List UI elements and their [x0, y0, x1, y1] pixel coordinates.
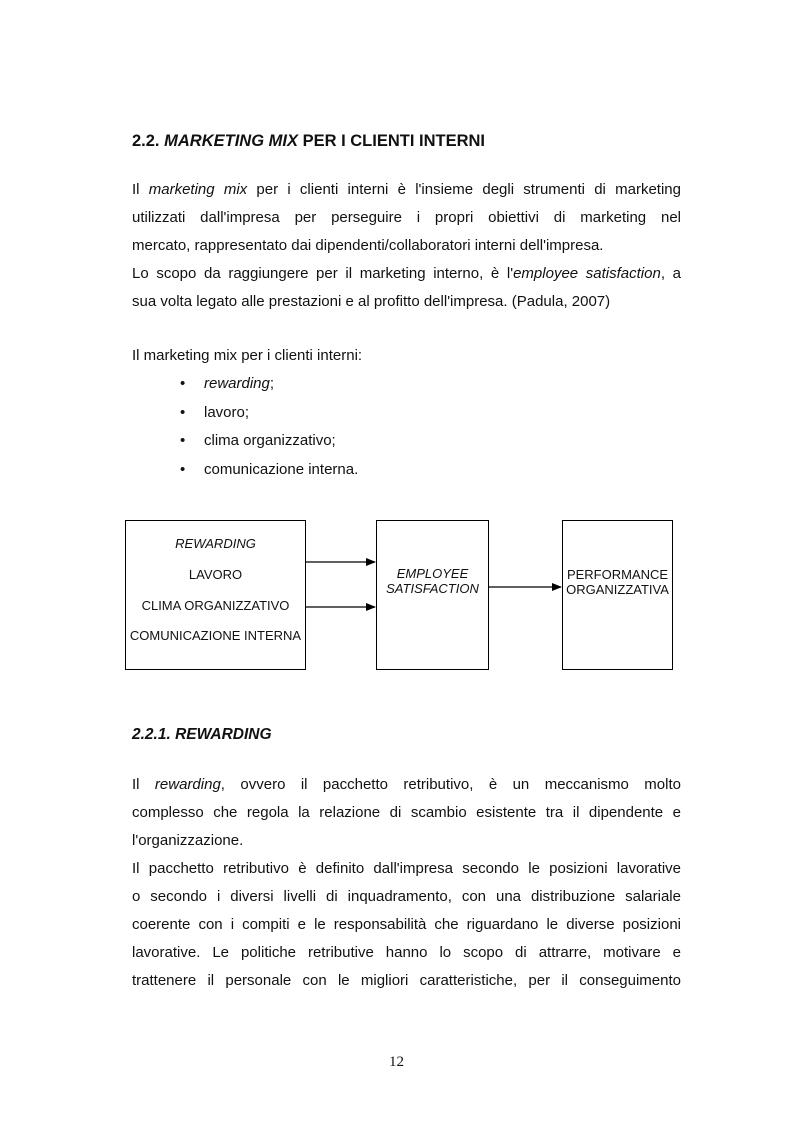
diagram-label-employee: EMPLOYEE: [396, 566, 469, 581]
bullet-icon: •: [180, 403, 186, 421]
rewarding-line-7: lavorative. Le politiche retributive hanno lo scopo di attrarre, motivare e: [132, 944, 681, 961]
rewarding-line-8: trattenere il personale con le migliori caratteristiche, per il conseguimento: [132, 972, 681, 989]
bullet-icon: •: [180, 432, 186, 449]
intro-line-1: Il marketing mix per i clienti interni è l'insieme degli strumenti di marketing: [132, 181, 681, 198]
rewarding-line-5: o secondo i diversi livelli di inquadramento, con una distribuzione salariale: [132, 888, 681, 905]
section-title-rest: PER I CLIENTI INTERNI: [302, 132, 485, 150]
intro-paragraph: [132, 176, 681, 316]
diagram-box-employee-satisfaction: [376, 520, 489, 670]
mix-list: [180, 370, 358, 484]
rewarding-line-1: Il rewarding, ovvero il pacchetto retributivo, è un meccanismo molto: [132, 776, 681, 793]
rewarding-term: rewarding: [154, 776, 221, 793]
bullet-icon: •: [180, 375, 186, 392]
marketing-mix-term: marketing mix: [148, 181, 248, 198]
intro-line-5: sua volta legato alle prestazioni e al profitto dell'impresa. (Padula, 2007): [132, 293, 611, 310]
list-item: • clima organizzativo;: [180, 427, 358, 456]
intro-line-3: mercato, rappresentato dai dipendenti/collaboratori interni dell'impresa.: [132, 237, 604, 254]
rewarding-line-6: coerente con i compiti e le responsabilità che riguardano le diverse posizioni: [132, 916, 681, 933]
employee-satisfaction-term: employee satisfaction: [513, 265, 661, 282]
diagram-label-rewarding: REWARDING: [175, 536, 256, 551]
section-number: 2.2.: [132, 132, 160, 150]
rewarding-line-2: complesso che regola la relazione di scambio esistente tra il dipendente e: [132, 804, 681, 821]
rewarding-line-3: l'organizzazione.: [132, 832, 244, 849]
list-item: • rewarding;: [180, 370, 358, 399]
diagram-box-performance: [562, 520, 673, 670]
diagram-box-inputs: [125, 520, 306, 670]
intro-line-2: utilizzati dall'impresa per perseguire i propri obiettivi di marketing nel: [132, 209, 681, 226]
mix-intro: Il marketing mix per i clienti interni:: [132, 347, 363, 364]
diagram-label-satisfaction: SATISFACTION: [386, 581, 479, 596]
rewarding-paragraph: [132, 771, 681, 995]
rewarding-line-4: Il pacchetto retributivo è definito dall'impresa secondo le posizioni lavorative: [132, 860, 681, 877]
list-item: • comunicazione interna.: [180, 456, 358, 485]
diagram-label-lavoro: LAVORO: [188, 567, 243, 582]
diagram-label-clima: CLIMA ORGANIZZATIVO: [141, 598, 290, 613]
section-heading: [132, 130, 485, 152]
section-title-italic: MARKETING MIX: [164, 132, 298, 150]
bullet-icon: •: [180, 460, 186, 478]
intro-line-4: Lo scopo da raggiungere per il marketing interno, è l'employee satisfaction, a: [132, 265, 681, 282]
diagram-label-comunicazione: COMUNICAZIONE INTERNA: [129, 628, 302, 643]
diagram-label-organizzativa: ORGANIZZATIVA: [566, 582, 669, 597]
list-item: • lavoro;: [180, 399, 358, 428]
subsection-heading: 2.2.1. REWARDING: [132, 726, 272, 743]
page-number: 12: [389, 1054, 404, 1070]
diagram-label-performance: PERFORMANCE: [566, 567, 669, 582]
